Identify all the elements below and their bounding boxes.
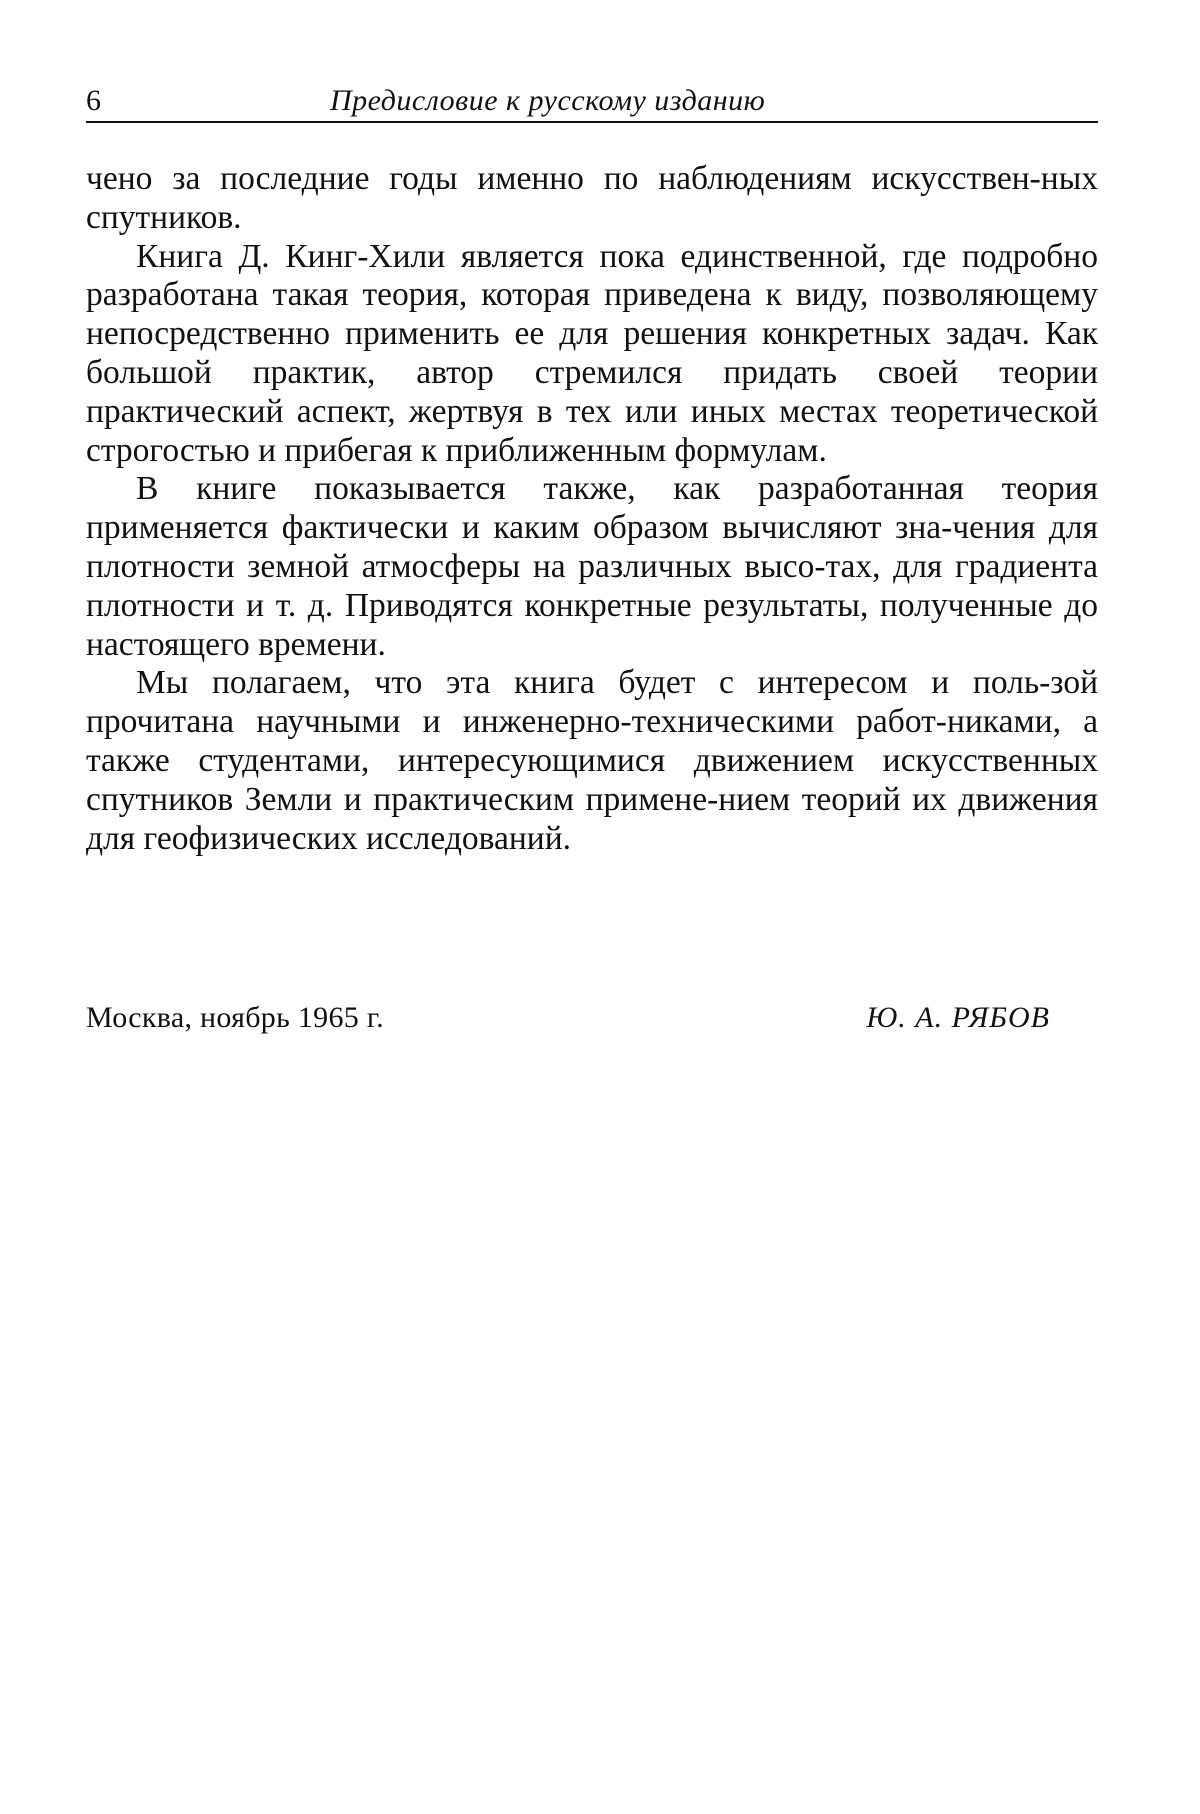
running-title: Предисловие к русскому изданию (330, 84, 766, 117)
page-number: 6 (86, 84, 101, 117)
body-text (86, 160, 1098, 858)
place-date: Москва, ноябрь 1965 г. (86, 1001, 384, 1034)
paragraph-applications: В книге показывается также, как разработанная теория применяется фактически и каким образом вычисляют зна-чения для плотности земной атмосферы на различных высо-тах, для градиента плотности и т. д. Приводятся конкретные результаты, полученные до настоящего времени. (86, 470, 1098, 663)
signature-block (86, 1000, 1098, 1040)
paragraph-audience: Мы полагаем, что эта книга будет с интересом и поль-зой прочитана научными и инженерно-техническими работ-никами, а также студентами, интересующимися движением искусственных спутников Земли и практическим примене-нием теорий их движения для геофизических исследований. (86, 664, 1098, 857)
running-head (86, 80, 1098, 120)
paragraph-book-theory: Книга Д. Кинг-Хили является пока единственной, где подробно разработана такая теория, которая приведена к виду, позволяющему непосредственно применить ее для решения конкретных задач. Как большой практик, автор стремился придать своей теории практический аспект, жертвуя в тех или иных местах теоретической строгостью и прибегая к приближенным формулам. (86, 237, 1098, 469)
paragraph-continued: чено за последние годы именно по наблюдениям искусствен-ных спутников. (86, 160, 1098, 236)
author-name: Ю. А. РЯБОВ (866, 1001, 1050, 1034)
header-rule (86, 121, 1098, 123)
